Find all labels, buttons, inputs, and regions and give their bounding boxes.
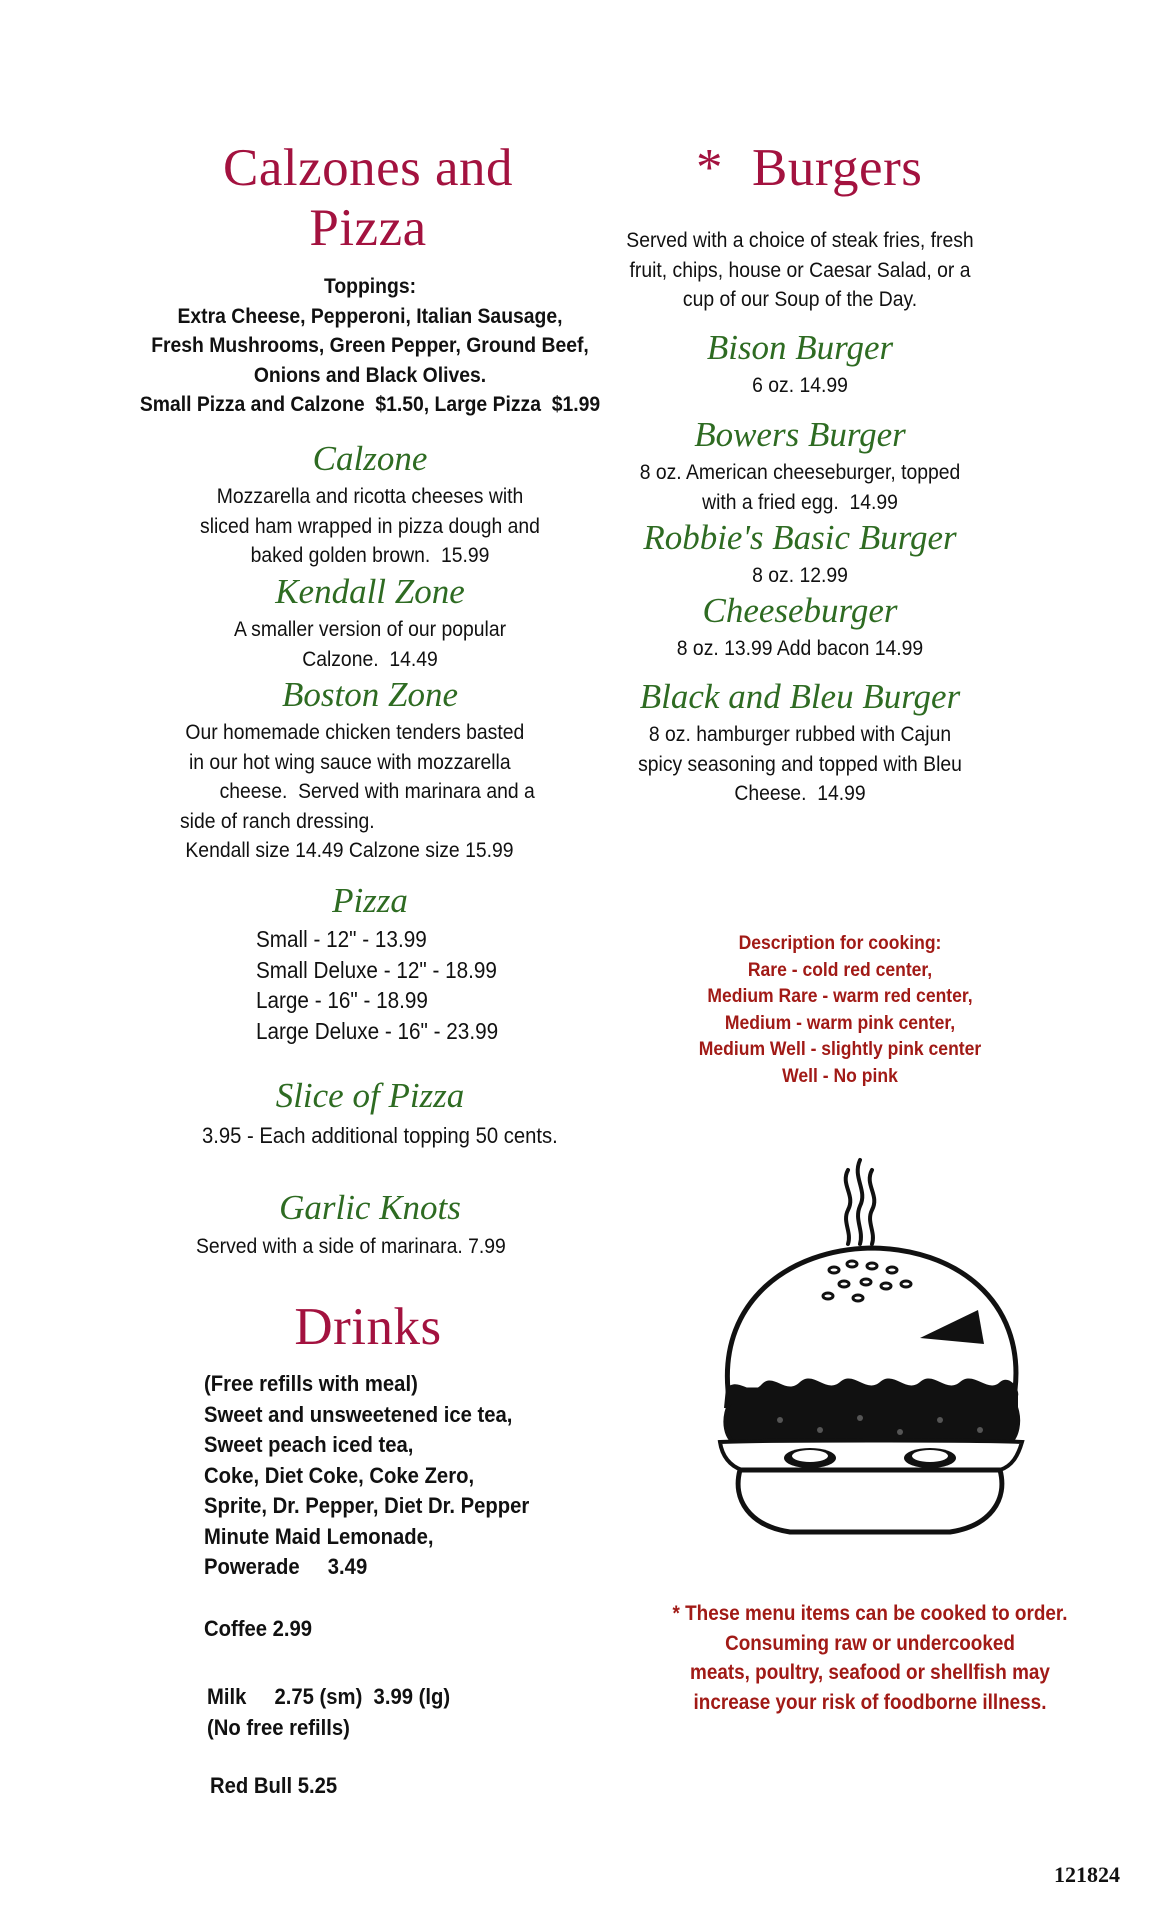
pizza-sizes: [256, 924, 544, 1046]
bison-desc: 6 oz. 14.99: [752, 373, 848, 397]
calzone-title: Calzone: [312, 439, 428, 478]
knots-desc: Served with a side of marinara. 7.99: [196, 1234, 506, 1258]
desc-line: baked golden brown. 15.99: [250, 543, 490, 567]
desc-line: side of ranch dressing.: [180, 808, 375, 833]
milk-line: Milk 2.75 (sm) 3.99 (lg): [207, 1684, 451, 1709]
desc-line: Cheese. 14.99: [734, 781, 866, 805]
drink-line: Sprite, Dr. Pepper, Diet Dr. Pepper: [204, 1493, 530, 1518]
desc-line: A smaller version of our popular: [233, 617, 507, 641]
cooking-line: Medium Well - slightly pink center: [698, 1038, 982, 1060]
cooking-line: Medium Rare - warm red center,: [707, 985, 973, 1007]
cheeseburger-desc: 8 oz. 13.99 Add bacon 14.99: [676, 636, 924, 660]
kendall-desc: [190, 615, 550, 674]
toppings-block: [118, 272, 622, 420]
price-line: Small Deluxe - 12" - 18.99: [256, 956, 497, 983]
boston-title: Boston Zone: [282, 675, 458, 714]
desc-line: with a fried egg. 14.99: [702, 489, 898, 514]
desc-line: Calzone. 14.49: [302, 646, 438, 671]
bleu-title: Black and Bleu Burger: [639, 677, 961, 716]
price-line: Large Deluxe - 16" - 23.99: [256, 1017, 499, 1044]
bison-title: Bison Burger: [706, 328, 894, 367]
toppings-line: Toppings:: [323, 274, 417, 298]
drink-line: Sweet peach iced tea,: [204, 1432, 414, 1457]
drink-line: (Free refills with meal): [204, 1371, 418, 1396]
toppings-line: Small Pizza and Calzone $1.50, Large Pizza $1.99: [139, 392, 601, 416]
milk-block: [207, 1682, 549, 1743]
kendall-title: Kendall Zone: [275, 572, 465, 611]
slice-desc: 3.95 - Each additional topping 50 cents.: [202, 1123, 558, 1148]
drink-line: Sweet and unsweetened ice tea,: [204, 1401, 513, 1427]
drink-line: Minute Maid Lemonade,: [204, 1523, 434, 1549]
robbie-title: Robbie's Basic Burger: [643, 518, 957, 557]
cooking-line: Rare - cold red center,: [747, 958, 933, 981]
desc-line: Our homemade chicken tenders basted: [185, 720, 525, 744]
burgers-title: [696, 138, 1076, 198]
desc-line: cheese. Served with marinara and a: [219, 779, 535, 803]
menu-code: 121824: [1054, 1862, 1120, 1887]
calzone-desc: [190, 482, 550, 571]
toppings-line: Extra Cheese, Pepperoni, Italian Sausage,: [177, 303, 563, 328]
slice-title: Slice of Pizza: [275, 1076, 465, 1115]
toppings-line: Onions and Black Olives.: [253, 362, 487, 387]
burgers-intro: [620, 226, 980, 315]
intro-line: cup of our Soup of the Day.: [682, 287, 918, 311]
cooking-line: Medium - warm pink center,: [724, 1011, 956, 1034]
knots-title: Garlic Knots: [279, 1188, 461, 1227]
calzones-title: [168, 138, 568, 258]
desc-line: sliced ham wrapped in pizza dough and: [200, 513, 540, 538]
burger-illustration-icon: [700, 1140, 1040, 1550]
drink-line: Coke, Diet Coke, Coke Zero,: [204, 1462, 475, 1488]
bleu-desc: [620, 720, 980, 809]
warning-line: increase your risk of foodborne illness.: [693, 1690, 1047, 1714]
cooking-description: [651, 930, 1029, 1089]
intro-line: Served with a choice of steak fries, fresh: [626, 228, 974, 252]
bowers-title: Bowers Burger: [694, 415, 906, 454]
warning-line: * These menu items can be cooked to order.: [672, 1602, 1068, 1625]
drinks-list: [204, 1369, 582, 1583]
drink-line: Powerade 3.49: [204, 1554, 368, 1579]
milk-note: (No free refills): [207, 1714, 350, 1740]
price-line: Large - 16" - 18.99: [256, 987, 428, 1013]
calzones-title-line2: Pizza: [309, 199, 427, 257]
desc-line: 8 oz. hamburger rubbed with Cajun: [648, 722, 952, 746]
cooking-line: Description for cooking:: [738, 932, 942, 954]
desc-line: in our hot wing sauce with mozzarella: [189, 749, 511, 774]
burgers-title-text: Burgers: [752, 139, 923, 197]
boston-desc: [180, 718, 540, 866]
desc-line: 8 oz. American cheeseburger, topped: [639, 460, 961, 484]
calzones-title-line1: Calzones and: [222, 139, 514, 197]
price-line: Small - 12" - 13.99: [256, 926, 427, 952]
bowers-desc: [620, 458, 980, 517]
drinks-title: Drinks: [294, 1298, 442, 1356]
coffee-line: Coffee 2.99: [204, 1616, 313, 1641]
cheeseburger-title: Cheeseburger: [702, 591, 898, 630]
intro-line: fruit, chips, house or Caesar Salad, or a: [629, 257, 971, 282]
robbie-desc: 8 oz. 12.99: [752, 563, 848, 587]
redbull-line: Red Bull 5.25: [210, 1773, 338, 1798]
warning-line: Consuming raw or undercooked: [725, 1631, 1015, 1655]
consumption-warning: [654, 1599, 1086, 1717]
pizza-title: Pizza: [332, 881, 408, 920]
warning-line: meats, poultry, seafood or shellfish may: [690, 1661, 1050, 1684]
desc-line: spicy seasoning and topped with Bleu: [638, 751, 962, 776]
desc-line: Mozzarella and ricotta cheeses with: [216, 484, 524, 508]
toppings-line: Fresh Mushrooms, Green Pepper, Ground Beef,: [151, 333, 589, 357]
asterisk-mark: *: [696, 139, 723, 197]
desc-line: Kendall size 14.49 Calzone size 15.99: [185, 838, 514, 862]
cooking-line: Well - No pink: [782, 1064, 898, 1087]
